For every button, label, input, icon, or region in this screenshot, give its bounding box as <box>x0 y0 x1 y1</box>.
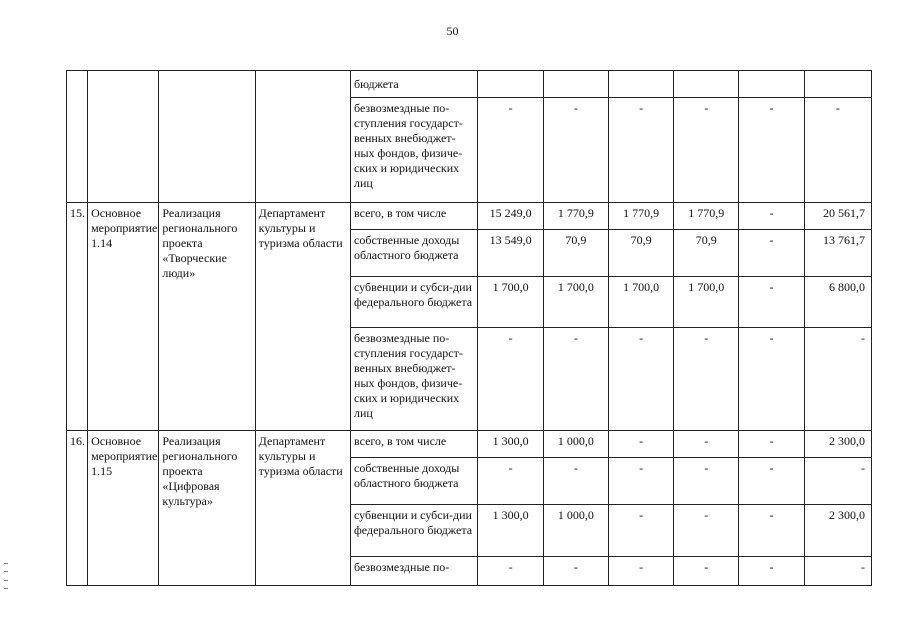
value-cell: - <box>674 557 739 586</box>
value-cell: 1 300,0 <box>478 431 543 458</box>
total-cell: 20 561,7 <box>804 203 871 230</box>
value-cell: - <box>674 328 739 431</box>
value-cell: - <box>478 557 543 586</box>
total-cell: 6 800,0 <box>804 277 871 328</box>
value-cell: 70,9 <box>543 230 608 277</box>
funding-source-cell: безвозмездные по-ступления государст-венных внебюджет-ных фондов, физиче-ских и юридических лиц <box>351 98 478 203</box>
total-cell <box>804 71 871 98</box>
value-cell: - <box>543 557 608 586</box>
value-cell: - <box>739 431 804 458</box>
table-row <box>67 203 872 230</box>
value-cell: - <box>739 277 804 328</box>
project-cell: Реализация регионального проекта «Цифровая культура» <box>159 431 255 586</box>
value-cell: 1 700,0 <box>543 277 608 328</box>
value-cell: - <box>739 328 804 431</box>
executor-cell <box>255 71 350 203</box>
value-cell: - <box>739 557 804 586</box>
event-name-cell: Основное мероприятие 1.14 <box>88 203 159 431</box>
value-cell: 13 549,0 <box>478 230 543 277</box>
value-cell: - <box>608 505 673 557</box>
value-cell: - <box>739 203 804 230</box>
value-cell: - <box>543 328 608 431</box>
value-cell: 1 770,9 <box>543 203 608 230</box>
value-cell: 70,9 <box>608 230 673 277</box>
total-cell: 13 761,7 <box>804 230 871 277</box>
table-row <box>67 71 872 98</box>
funding-source-cell: всего, в том числе <box>351 431 478 458</box>
total-cell: 2 300,0 <box>804 505 871 557</box>
value-cell: - <box>478 328 543 431</box>
margin-mark <box>4 563 8 589</box>
total-cell: 2 300,0 <box>804 431 871 458</box>
project-cell: Реализация регионального проекта «Творческие люди» <box>159 203 255 431</box>
value-cell: 1 000,0 <box>543 431 608 458</box>
value-cell: - <box>739 230 804 277</box>
value-cell: 1 700,0 <box>478 277 543 328</box>
event-number-cell <box>67 71 88 203</box>
event-name-cell <box>88 71 159 203</box>
value-cell: - <box>674 505 739 557</box>
funding-source-cell: собственные доходы областного бюджета <box>351 458 478 505</box>
value-cell <box>478 71 543 98</box>
value-cell: - <box>543 98 608 203</box>
value-cell: - <box>739 458 804 505</box>
executor-cell: Департамент культуры и туризма области <box>255 431 350 586</box>
total-cell: - <box>804 458 871 505</box>
value-cell: - <box>543 458 608 505</box>
executor-cell: Департамент культуры и туризма области <box>255 203 350 431</box>
budget-table <box>66 70 872 586</box>
event-name-cell: Основное мероприятие 1.15 <box>88 431 159 586</box>
funding-source-cell: бюджета <box>351 71 478 98</box>
value-cell: - <box>739 505 804 557</box>
value-cell: 15 249,0 <box>478 203 543 230</box>
value-cell: - <box>608 458 673 505</box>
value-cell: 1 700,0 <box>674 277 739 328</box>
value-cell <box>608 71 673 98</box>
funding-source-cell: безвозмездные по-ступления государст-венных внебюджет-ных фондов, физиче-ских и юридических лиц <box>351 328 478 431</box>
page-number: 50 <box>446 24 459 38</box>
value-cell: 1 700,0 <box>608 277 673 328</box>
value-cell <box>543 71 608 98</box>
total-cell: - <box>804 557 871 586</box>
event-number-cell: 16. <box>67 431 88 586</box>
value-cell: 1 000,0 <box>543 505 608 557</box>
value-cell: - <box>739 98 804 203</box>
total-cell: - <box>804 98 871 203</box>
value-cell: 1 770,9 <box>674 203 739 230</box>
value-cell: - <box>478 458 543 505</box>
value-cell: - <box>608 431 673 458</box>
value-cell <box>739 71 804 98</box>
value-cell: - <box>674 458 739 505</box>
event-number-cell: 15. <box>67 203 88 431</box>
value-cell: - <box>674 98 739 203</box>
value-cell: 70,9 <box>674 230 739 277</box>
value-cell: 1 300,0 <box>478 505 543 557</box>
funding-source-cell: безвозмездные по- <box>351 557 478 586</box>
value-cell: - <box>608 557 673 586</box>
value-cell <box>674 71 739 98</box>
total-cell: - <box>804 328 871 431</box>
value-cell: 1 770,9 <box>608 203 673 230</box>
funding-source-cell: субвенции и субси-дии федерального бюджета <box>351 505 478 557</box>
funding-source-cell: субвенции и субси-дии федерального бюджета <box>351 277 478 328</box>
value-cell: - <box>674 431 739 458</box>
project-cell <box>159 71 255 203</box>
value-cell: - <box>608 328 673 431</box>
value-cell: - <box>478 98 543 203</box>
value-cell: - <box>608 98 673 203</box>
funding-source-cell: всего, в том числе <box>351 203 478 230</box>
table-row <box>67 431 872 458</box>
funding-source-cell: собственные доходы областного бюджета <box>351 230 478 277</box>
